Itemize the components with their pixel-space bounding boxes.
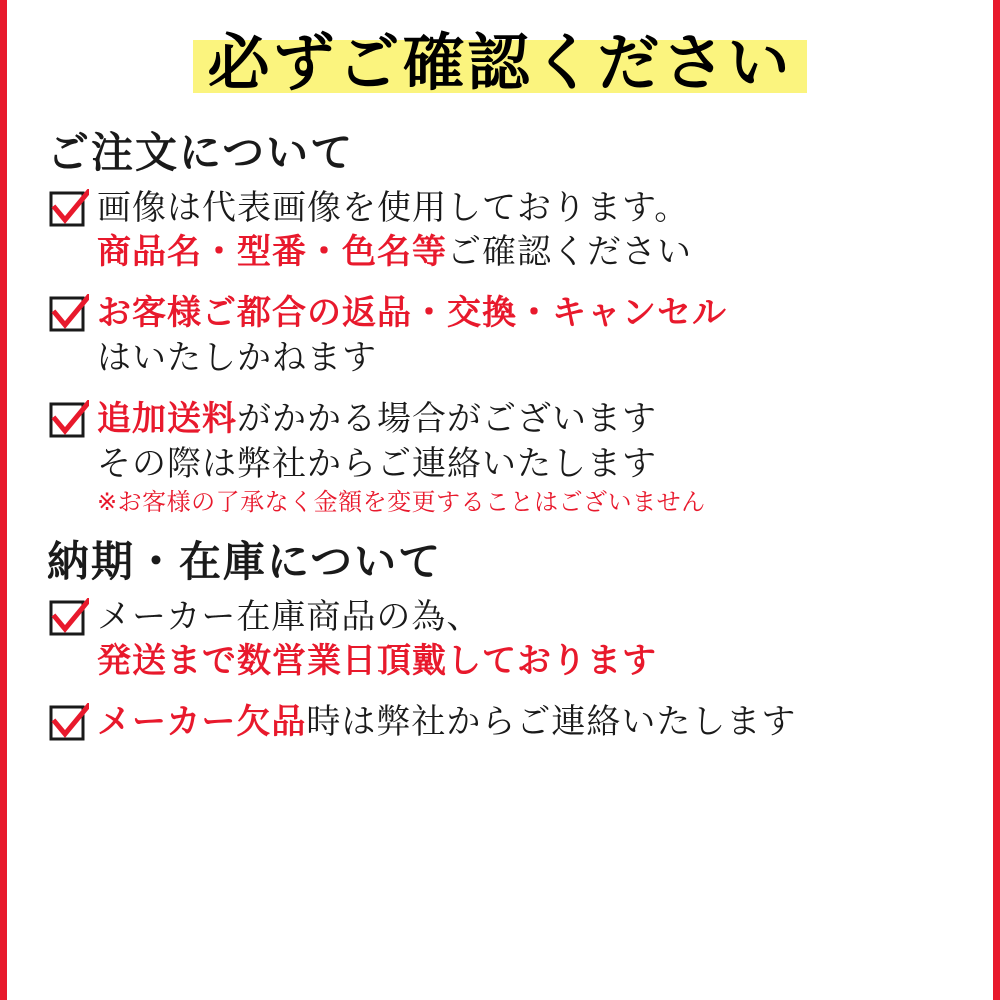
section-heading: ご注文について <box>47 128 355 178</box>
section-delivery-stock <box>41 536 959 745</box>
checkbox-checked-icon <box>49 189 89 229</box>
page-title-text: 必ずご確認ください <box>193 26 806 101</box>
checkbox-checked-icon <box>49 400 89 440</box>
checkbox-checked-icon <box>49 598 89 638</box>
list-item-text: 追加送料がかかる場合がございます その際は弊社からご連絡いたします ※お客様の了承なく金額を変更することはございません <box>97 399 706 516</box>
list-item <box>41 595 959 685</box>
notice-content <box>7 0 993 1000</box>
list-item <box>41 186 959 276</box>
list-item <box>41 397 959 518</box>
checkbox-checked-icon <box>49 294 89 334</box>
list-item-text: メーカー欠品時は弊社からご連絡いたします <box>97 702 797 743</box>
list-item-note: ※お客様の了承なく金額を変更することはございません <box>97 487 706 516</box>
section-heading: 納期・在庫について <box>47 537 443 587</box>
section-orders <box>41 127 959 518</box>
list-item <box>41 700 959 745</box>
list-item-text: メーカー在庫商品の為、 発送まで数営業日頂戴しております <box>97 596 657 682</box>
checkbox-checked-icon <box>49 703 89 743</box>
list-item-text: お客様ご都合の返品・交換・キャンセル はいたしかねます <box>97 293 727 379</box>
page-title <box>41 26 959 101</box>
list-item-text: 画像は代表画像を使用しております。 商品名・型番・色名等ご確認ください <box>97 187 692 273</box>
list-item <box>41 291 959 381</box>
